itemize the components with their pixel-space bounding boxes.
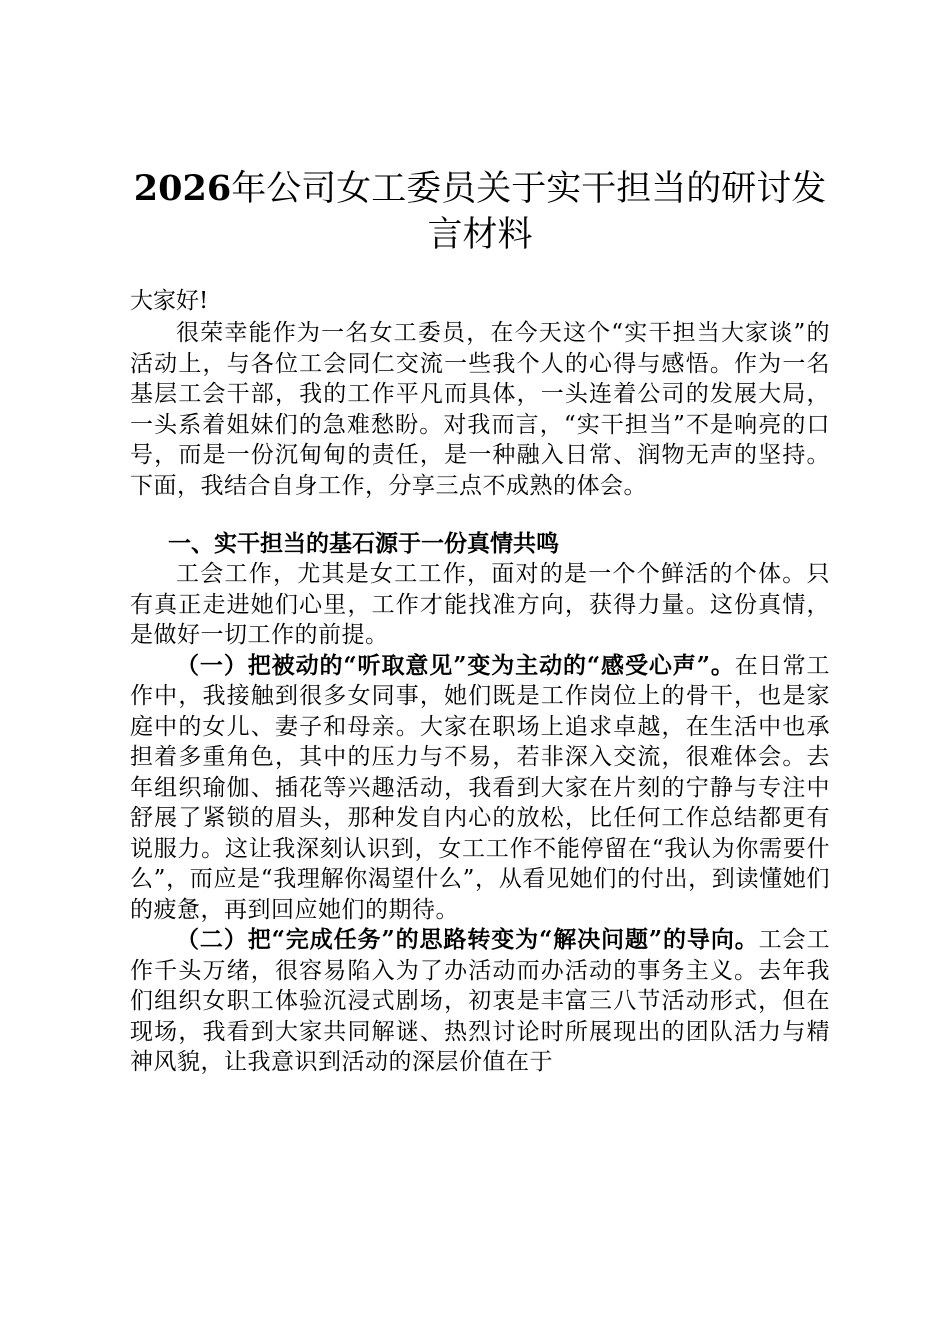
document-title [130, 166, 830, 258]
document-page [130, 166, 830, 1078]
title-text: 年公司女工委员关于实干担当的研讨发言材料 [231, 169, 827, 255]
point1-paragraph [130, 651, 830, 926]
point1-lead: （一）把被动的“听取意见”变为主动的“感受心声”。 [176, 651, 735, 679]
section1-intro-paragraph: 工会工作，尤其是女工工作，面对的是一个个鲜活的个体。只有真正走进她们心里，工作才能找准方向，获得力量。这份真情，是做好一切工作的前提。 [130, 561, 830, 648]
title-year: 2026 [133, 168, 232, 209]
greeting: 大家好! [130, 288, 209, 314]
point1-body: 在日常工作中，我接触到很多女同事，她们既是工作岗位上的骨干，也是家庭中的女儿、妻子和母亲。大家在职场上追求卓越，在生活中也承担着多重角色，其中的压力与不易，若非深入交流，很难体会。去年组织瑜伽、插花等兴趣活动，我看到大家在片刻的宁静与专注中舒展了紧锁的眉头，那种发自内心的放松，比任何工作总结都更有说服力。这让我深刻认识到，女工工作不能停留在“我认为你需要什么”，而应是“我理解你渴望什么”，从看见她们的付出，到读懂她们的疲惫，再到回应她们的期待。 [130, 652, 831, 923]
point2-paragraph [130, 925, 830, 1078]
intro-paragraph: 很荣幸能作为一名女工委员，在今天这个“实干担当大家谈”的活动上，与各位工会同仁交流一些我个人的心得与感悟。作为一名基层工会干部，我的工作平凡而具体，一头连着公司的发展大局，一头系着姐妹们的急难愁盼。对我而言，“实干担当”不是响亮的口号，而是一份沉甸甸的责任，是一种融入日常、润物无声的坚持。下面，我结合自身工作，分享三点不成熟的体会。 [130, 320, 830, 499]
point2-body: 工会工作千头万绪，很容易陷入为了办活动而办活动的事务主义。去年我们组织女职工体验沉浸式剧场，初衷是丰富三八节活动形式，但在现场，我看到大家共同解谜、热烈讨论时所展现出的团队活力与精神风貌，让我意识到活动的深层价值在于 [130, 927, 830, 1075]
point2-lead: （二）把“完成任务”的思路转变为“解决问题”的导向。 [176, 926, 759, 953]
section-heading-1: 一、实干担当的基石源于一份真情共鸣 [168, 530, 559, 557]
